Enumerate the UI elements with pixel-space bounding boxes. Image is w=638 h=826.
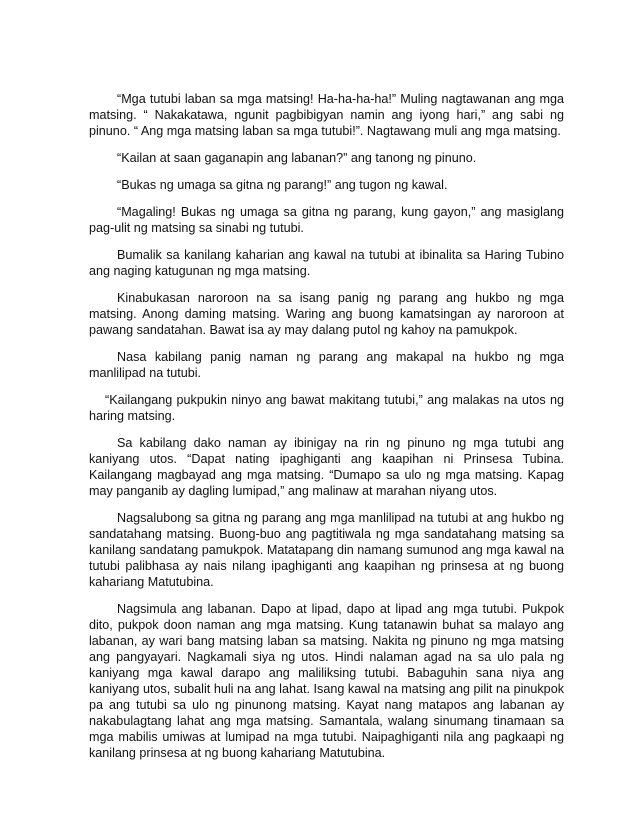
paragraph-5: Bumalik sa kanilang kaharian ang kawal na tutubi at ibinalita sa Haring Tubino ang naging katugunan ng mga matsing. [89, 248, 564, 278]
paragraph-6: Kinabukasan naroroon na sa isang panig ng parang ang hukbo ng mga matsing. Anong daming matsing. Waring ang buong kamatsingan ay naroroon at pawang sandatahan. Bawat isa ay may dalang putol ng kahoy na pamukpok. [89, 291, 564, 337]
paragraph-9: Sa kabilang dako naman ay ibinigay na rin ng pinuno ng mga tutubi ang kaniyang utos. “Dapat nating ipaghiganti ang kaapihan ni Prinsesa Tubina. Kailangang magbayad ang mga matsing. “Dumapo sa ulo ng mga matsing. Kapag may panganib ay dagling lumipad,” ang malinaw at marahan niyang utos. [89, 436, 564, 498]
paragraph-4: “Magaling! Bukas ng umaga sa gitna ng parang, kung gayon,” ang masiglang pag-ulit ng matsing sa sinabi ng tutubi. [89, 205, 564, 235]
story-text [89, 91, 564, 772]
paragraph-3: “Bukas ng umaga sa gitna ng parang!” ang tugon ng kawal. [117, 178, 448, 192]
paragraph-1: “Mga tutubi laban sa mga matsing! Ha-ha-ha-ha!” Muling nagtawanan ang mga matsing. “ Nakakatawa, ngunit pagbibigyan namin ang iyong hari,” ang sabi ng pinuno. “ Ang mga matsing laban sa mga tutubi!”. Nagtawang muli ang mga matsing. [89, 92, 564, 138]
paragraph-11: Nagsimula ang labanan. Dapo at lipad, dapo at lipad ang mga tutubi. Pukpok dito, pukpok doon naman ang mga matsing. Kung tatanawin buhat sa malayo ang labanan, ay wari bang matsing laban sa matsing. Nakita ng pinuno ng mga matsing ang pangyayari. Nagkamali siya ng utos. Hindi nalaman agad na sa ulo pala ng kaniyang mga kawal darapo ang maliliksing tutubi. Babaguhin sana niya ang kaniyang utos, subalit huli na ang lahat. Isang kawal na matsing ang pilit na pinukpok pa ang tutubi sa ulo ng pinunong matsing. Kayat nang matapos ang labanan ay nakabulagtang lahat ang mga matsing. Samantala, walang sinumang tinamaan sa mga mabilis umiwas at lumipad na mga tutubi. Naipaghiganti nila ang pagkaapi ng kanilang prinsesa at ng buong kahariang Matutubina. [89, 602, 564, 760]
paragraph-10: Nagsalubong sa gitna ng parang ang mga manlilipad na tutubi at ang hukbo ng sandatahang matsing. Buong-buo ang pagtitiwala ng mga sandatahang matsing sa kanilang sandatang pamukpok. Matatapang din namang sumunod ang mga kawal na tutubi palibhasa ay nais nilang ipaghiganti ang kaapihan ng prinsesa at ng buong kahariang Matutubina. [89, 511, 564, 589]
paragraph-8: “Kailangang pukpukin ninyo ang bawat makitang tutubi,” ang malakas na utos ng haring matsing. [89, 393, 564, 423]
paragraph-7: Nasa kabilang panig naman ng parang ang makapal na hukbo ng mga manlilipad na tutubi. [89, 350, 564, 380]
paragraph-2: “Kailan at saan gaganapin ang labanan?” ang tanong ng pinuno. [117, 151, 477, 165]
